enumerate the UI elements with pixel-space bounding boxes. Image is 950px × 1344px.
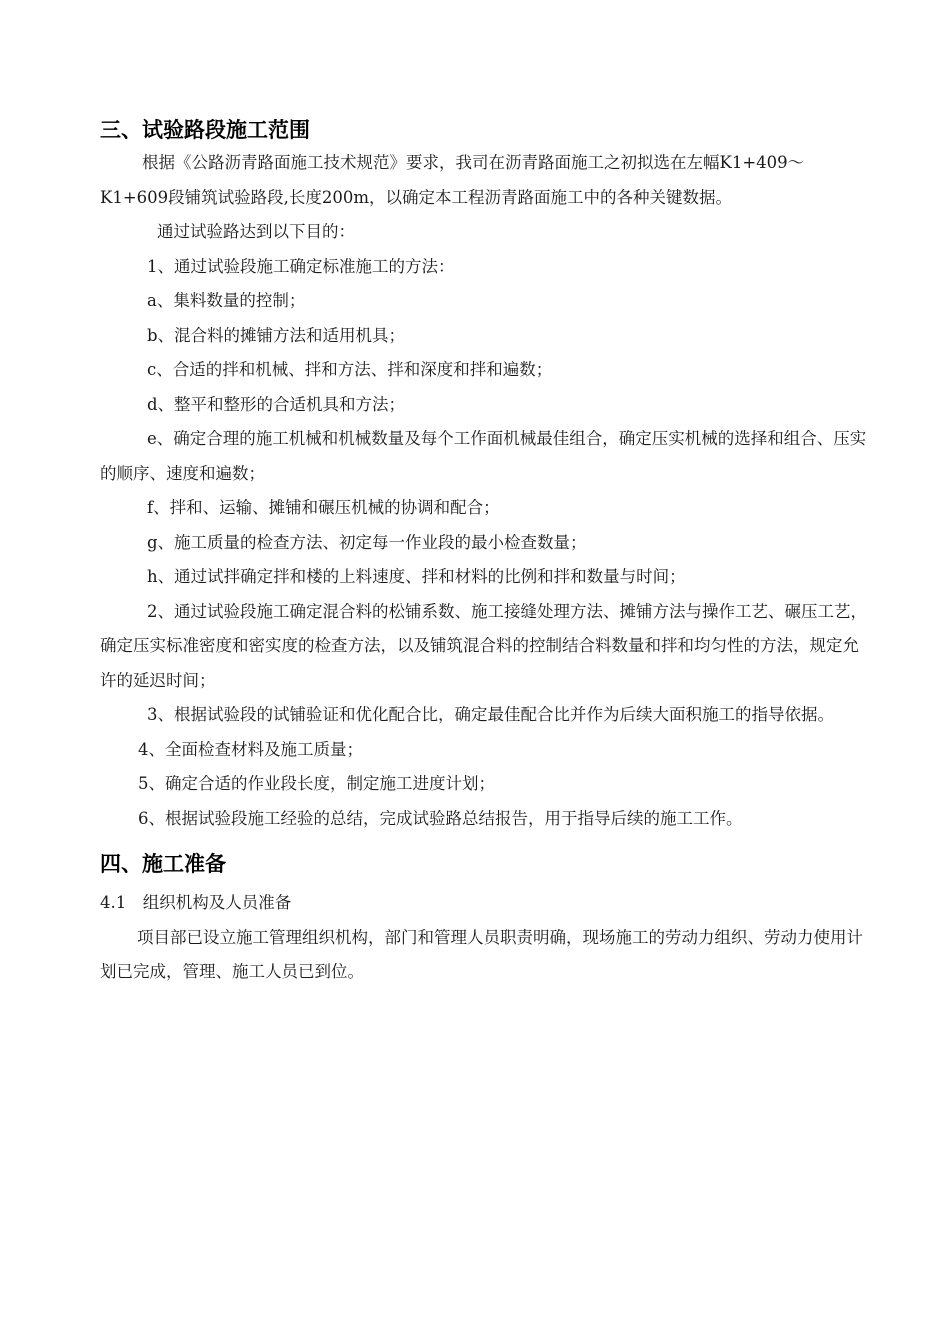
list-item-2: 2、通过试验段施工确定混合料的松铺系数、施工接缝处理方法、摊铺方法与操作工艺、碾压工艺，确定压实标准密度和密实度的检查方法，以及铺筑混合料的控制结合料数量和拌和均匀性的方法，规定允许的延迟时间； <box>100 601 867 690</box>
subsection-4-1-heading: 4.1 组织机构及人员准备 <box>100 893 292 912</box>
goal-lead-text: 通过试验路达到以下目的： <box>157 222 355 241</box>
list-item-5: 5、确定合适的作业段长度，制定施工进度计划； <box>138 774 495 793</box>
section-3-intro: 根据《公路沥青路面施工技术规范》要求，我司在沥青路面施工之初拟选在左幅K1+409～K1+609段铺筑试验路段,长度200m，以确定本工程沥青路面施工中的各种关键数据。 <box>100 153 805 207</box>
sub-item-d: d、整平和整形的合适机具和方法； <box>147 394 406 414</box>
list-item-1: 1、通过试验段施工确定标准施工的方法： <box>147 256 455 276</box>
list-item-4: 4、全面检查材料及施工质量； <box>138 739 363 759</box>
section-4-paragraph: 项目部已设立施工管理组织机构，部门和管理人员职责明确，现场施工的劳动力组织、劳动力使用计划已完成，管理、施工人员已到位。 <box>100 927 863 981</box>
list-item-3: 3、根据试验段的试铺验证和优化配合比，确定最佳配合比并作为后续大面积施工的指导依据。 <box>147 705 834 724</box>
list-item-6: 6、根据试验段施工经验的总结，完成试验路总结报告，用于指导后续的施工工作。 <box>138 808 743 828</box>
section-4-heading: 四、施工准备 <box>100 852 226 876</box>
sub-item-a: a、集料数量的控制； <box>147 291 306 310</box>
sub-item-f: f、拌和、运输、摊铺和碾压机械的协调和配合； <box>147 498 500 517</box>
sub-item-g: g、施工质量的检查方法、初定每一作业段的最小检查数量； <box>147 532 587 552</box>
sub-item-b: b、混合料的摊铺方法和适用机具； <box>147 325 406 345</box>
document-body <box>100 114 870 990</box>
section-3-heading: 三、试验路段施工范围 <box>100 118 310 142</box>
sub-item-e: e、确定合理的施工机械和机械数量及每个工作面机械最佳组合，确定压实机械的选择和组合、压实的顺序、速度和遍数； <box>100 429 867 483</box>
sub-item-h: h、通过试拌确定拌和楼的上料速度、拌和材料的比例和拌和数量与时间； <box>147 567 686 586</box>
sub-item-c: c、合适的拌和机械、拌和方法、拌和深度和拌和遍数； <box>147 360 553 379</box>
